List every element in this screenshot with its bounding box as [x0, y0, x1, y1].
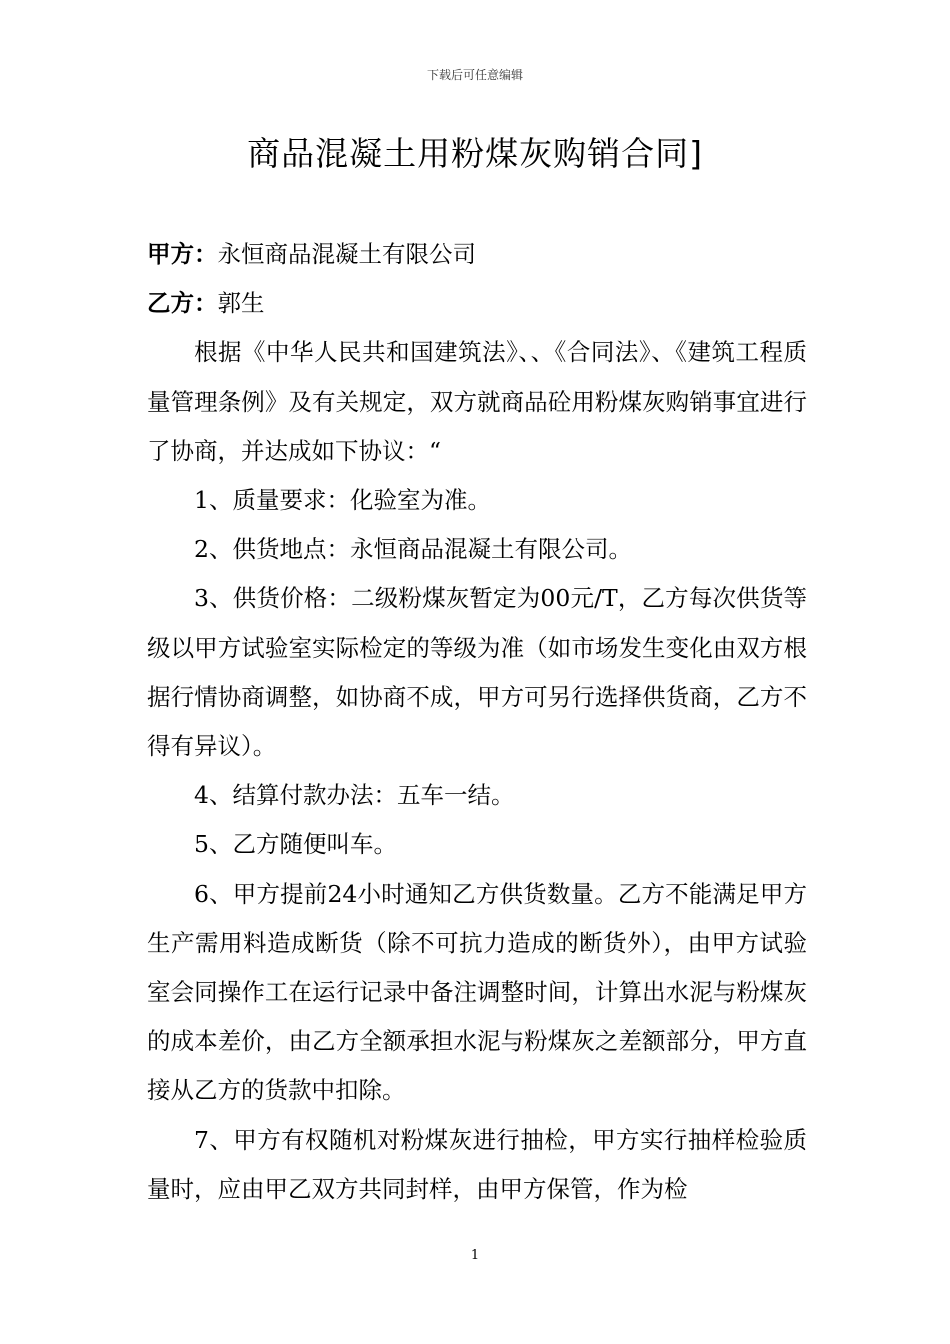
clause-6-notice: 6、甲方提前24小时通知乙方供货数量。乙方不能满足甲方生产需用料造成断货（除不可抗力造成的断货外），由甲方试验室会同操作工在运行记录中备注调整时间，计算出水泥与粉煤灰的成本差价，由乙方全额承担水泥与粉煤灰之差额部分，甲方直接从乙方的货款中扣除。 — [147, 879, 807, 1105]
party-a-label: 甲方： — [147, 240, 218, 268]
clause-5-transport: 5、乙方随便叫车。 — [194, 830, 397, 859]
page-number: 1 — [470, 1248, 480, 1263]
header-note: 下载后可任意编辑 — [426, 68, 523, 82]
party-b — [147, 279, 807, 328]
party-a-value: 永恒商品混凝土有限公司 — [217, 240, 476, 268]
party-b-label: 乙方： — [147, 289, 218, 318]
preamble-paragraph: 根据《中华人民共和国建筑法》、、《合同法》、《建筑工程质量管理条例》及有关规定，双方就商品砼用粉煤灰购销事宜进行了协商，并达成如下协议：“ — [147, 338, 807, 465]
clause-3-price: 3、供货价格：二级粉煤灰暂定为00元/T，乙方每次供货等级以甲方试验室实际检定的等级为准（如市场发生变化由双方根据行情协商调整，如协商不成，甲方可另行选择供货商，乙方不得有异议）。 — [147, 584, 807, 761]
party-b-value: 郭生 — [217, 289, 265, 318]
clause-2-delivery-location: 2、供货地点：永恒商品混凝土有限公司。 — [194, 535, 632, 564]
clause-7-inspection: 7、甲方有权随机对粉煤灰进行抽检，甲方实行抽样检验质量时，应由甲乙双方共同封样，由甲方保管，作为检 — [147, 1125, 807, 1203]
document-body — [147, 230, 807, 1214]
party-a — [147, 230, 807, 279]
document-title: 商品混凝土用粉煤灰购销合同] — [247, 134, 703, 173]
clause-1-quality: 1、质量要求：化验室为准。 — [194, 486, 491, 515]
clause-4-settlement: 4、结算付款办法：五车一结。 — [194, 781, 515, 810]
